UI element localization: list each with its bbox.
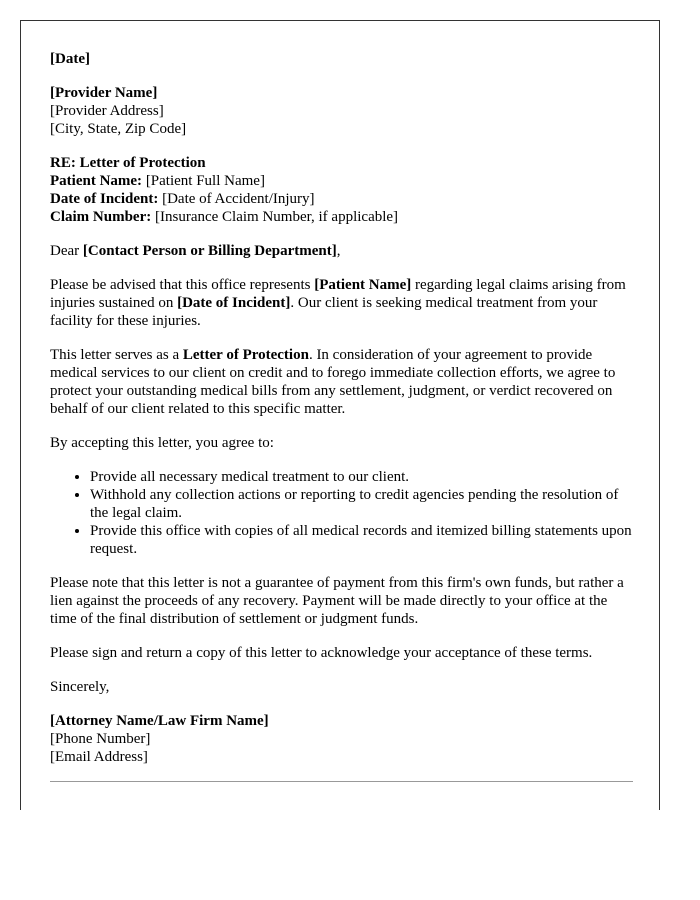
agreement-intro: By accepting this letter, you agree to: (50, 435, 274, 451)
salutation-recipient: [Contact Person or Billing Department] (82, 243, 337, 259)
provider-block (50, 84, 635, 138)
patient-name-label: Patient Name: (50, 173, 143, 189)
paragraph-protection: This letter serves as a Letter of Protection. In consideration of your agreement to provide medical services to our client on credit and to forego immediate collection efforts, we agree to protect your outstanding medical bills from any settlement, judgment, or verdict recovered on behalf of our client related to this specific matter. (50, 347, 616, 417)
paragraph-lien-notice: Please note that this letter is not a guarantee of payment from this firm's own funds, but rather a lien against the proceeds of any recovery. Payment will be made directly to your office at the time of the final distribution of settlement or judgment funds. (50, 575, 624, 627)
divider (50, 781, 633, 782)
claim-number-value: [Insurance Claim Number, if applicable] (151, 209, 399, 225)
patient-name-value: [Patient Full Name] (142, 173, 265, 189)
salutation: Dear [Contact Person or Billing Department], (50, 243, 341, 259)
provider-city-state-zip: [City, State, Zip Code] (50, 121, 187, 137)
signature-phone: [Phone Number] (50, 731, 151, 747)
provider-address: [Provider Address] (50, 103, 164, 119)
letter-date: [Date] (50, 51, 90, 67)
letter-content (50, 50, 635, 782)
list-item: • Provide all necessary medical treatment to our client. (90, 468, 635, 486)
agreement-list (50, 468, 635, 558)
signature-name: [Attorney Name/Law Firm Name] (50, 713, 269, 729)
re-subject: RE: Letter of Protection (50, 155, 206, 171)
letter-page (20, 20, 660, 810)
signature-block (50, 712, 635, 766)
list-item: • Withhold any collection actions or reporting to credit agencies pending the resolution of the legal claim. (90, 486, 635, 522)
list-item: • Provide this office with copies of all medical records and itemized billing statements upon request. (90, 522, 635, 558)
closing: Sincerely, (50, 679, 110, 695)
claim-number-label: Claim Number: (50, 209, 152, 225)
signature-email: [Email Address] (50, 749, 148, 765)
paragraph-sign-return: Please sign and return a copy of this letter to acknowledge your acceptance of these terms. (50, 645, 593, 661)
provider-name: [Provider Name] (50, 85, 158, 101)
incident-date-label: Date of Incident: (50, 191, 159, 207)
incident-date-value: [Date of Accident/Injury] (158, 191, 315, 207)
paragraph-representation: Please be advised that this office represents [Patient Name] regarding legal claims arising from injuries sustained on [Date of Incident]. Our client is seeking medical treatment from your facility for these injuries. (50, 277, 626, 329)
re-block (50, 154, 635, 226)
